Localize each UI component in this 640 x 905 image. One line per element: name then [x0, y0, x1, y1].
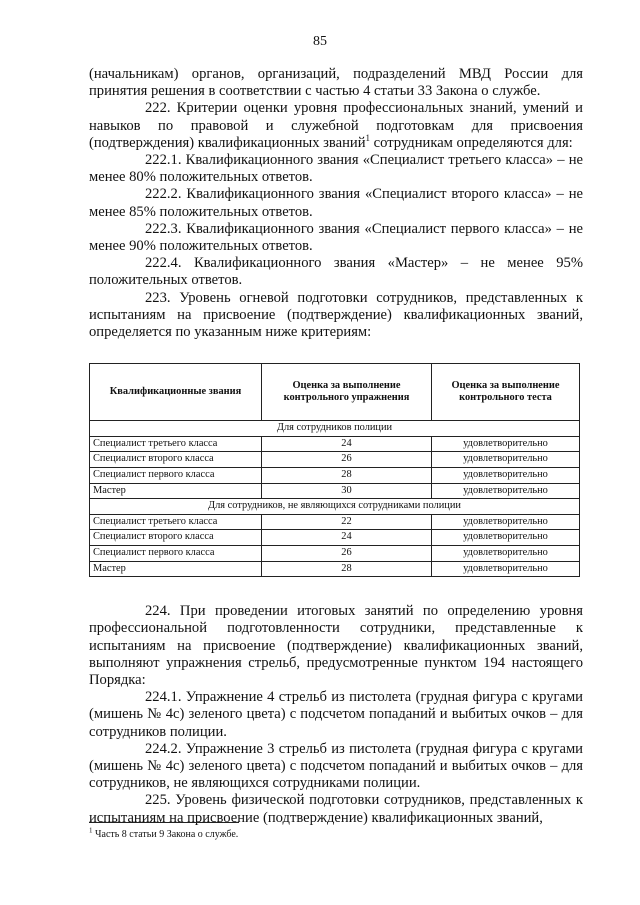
table-row: [90, 483, 580, 499]
document-body: [89, 66, 583, 827]
test-cell: удовлетворительно: [432, 546, 580, 562]
exercise-cell: 24: [262, 436, 432, 452]
table-row: [90, 530, 580, 546]
footnote-marker: 1: [365, 132, 371, 143]
paragraph-222-3: 222.3. Квалификационного звания «Специалист первого класса» – не менее 90% положительных ответов.: [89, 220, 583, 255]
section-title: Для сотрудников полиции: [90, 421, 580, 437]
paragraph-222-4: 222.4. Квалификационного звания «Мастер» – не менее 95% положительных ответов.: [89, 255, 583, 289]
header-exercise: Оценка за выполнение контрольного упражнения: [262, 364, 432, 421]
header-rank: Квалификационные звания: [90, 364, 262, 421]
exercise-cell: 26: [262, 546, 432, 562]
paragraph-222: 222. Критерии оценки уровня профессиональных знаний, умений и навыков по правовой и служебной подготовкам для присвоения (подтверждения) квалификационных званий$^1$ сотрудникам определяются для:: [89, 100, 583, 151]
test-cell: удовлетворительно: [432, 436, 580, 452]
exercise-cell: 30: [262, 483, 432, 499]
rank-cell: Специалист третьего класса: [90, 514, 262, 530]
table-row: [90, 546, 580, 562]
rank-cell: Специалист второго класса: [90, 452, 262, 468]
rank-cell: Специалист первого класса: [90, 546, 262, 562]
exercise-cell: 28: [262, 561, 432, 577]
qualification-scores-table: [89, 363, 580, 577]
exercise-cell: 24: [262, 530, 432, 546]
exercise-cell: 28: [262, 468, 432, 484]
table-row: [90, 452, 580, 468]
rank-cell: Мастер: [90, 561, 262, 577]
table-row: [90, 436, 580, 452]
page-number: 85: [313, 34, 327, 49]
rank-cell: Специалист первого класса: [90, 468, 262, 484]
section-title: Для сотрудников, не являющихся сотрудниками полиции: [90, 499, 580, 515]
table-header-row: [90, 364, 580, 421]
rank-cell: Специалист второго класса: [90, 530, 262, 546]
paragraph-224-2: 224.2. Упражнение 3 стрельб из пистолета (грудная фигура с кругами (мишень № 4с) зеленого цвета) с подсчетом попаданий и выбитых очков – для сотрудников, не являющихся сотрудниками полиции.: [89, 740, 583, 792]
rank-cell: Мастер: [90, 483, 262, 499]
test-cell: удовлетворительно: [432, 452, 580, 468]
test-cell: удовлетворительно: [432, 483, 580, 499]
test-cell: удовлетворительно: [432, 530, 580, 546]
table-row: [90, 468, 580, 484]
paragraph-222-2: 222.2. Квалификационного звания «Специалист второго класса» – не менее 85% положительных ответов.: [89, 186, 583, 220]
rank-cell: Специалист третьего класса: [90, 436, 262, 452]
paragraph-222-1: 222.1. Квалификационного звания «Специалист третьего класса» – не менее 80% положительных ответов.: [89, 152, 583, 186]
test-cell: удовлетворительно: [432, 514, 580, 530]
paragraph-223: 223. Уровень огневой подготовки сотрудников, представленных к испытаниям на присвоение (подтверждение) квалификационных званий, определяется по указанным ниже критериям:: [89, 289, 583, 341]
header-test: Оценка за выполнение контрольного теста: [432, 364, 580, 421]
paragraph-continuation: (начальникам) органов, организаций, подразделений МВД России для принятия решения в соответствии с частью 4 статьи 33 Закона о службе.: [89, 66, 583, 100]
exercise-cell: 22: [262, 514, 432, 530]
exercise-cell: 26: [262, 452, 432, 468]
footnote-number: 1: [89, 826, 93, 835]
table-section-row: [90, 421, 580, 437]
test-cell: удовлетворительно: [432, 561, 580, 577]
paragraph-225: 225. Уровень физической подготовки сотрудников, представленных к испытаниям на присвоение (подтверждение) квалификационных званий,: [89, 792, 583, 826]
paragraph-224: 224. При проведении итоговых занятий по определению уровня профессиональной подготовленности сотрудники, представленные к испытаниям на присвоение (подтверждение) квалификационных званий, выполняют упражнения стрельб, предусмотренные пунктом 194 настоящего Порядка:: [89, 603, 583, 688]
paragraph-224-1: 224.1. Упражнение 4 стрельб из пистолета (грудная фигура с кругами (мишень № 4с) зеленого цвета) с подсчетом попаданий и выбитых очков – для сотрудников полиции.: [89, 689, 583, 740]
footnote: [89, 826, 239, 840]
footnote-divider: [89, 822, 239, 823]
test-cell: удовлетворительно: [432, 468, 580, 484]
table-section-row: [90, 499, 580, 515]
table-row: [90, 561, 580, 577]
footnote-text: Часть 8 статьи 9 Закона о службе.: [92, 829, 239, 840]
table-row: [90, 514, 580, 530]
